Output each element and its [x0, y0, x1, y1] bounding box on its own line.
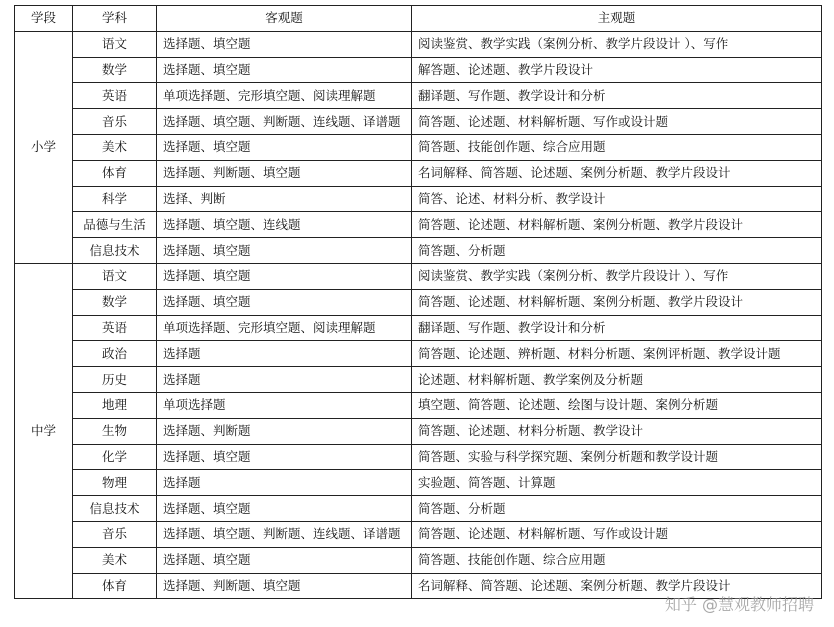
objective-cell: 选择题、填空题 — [157, 496, 412, 522]
objective-cell: 选择题、填空题、判断题、连线题、译谱题 — [157, 109, 412, 135]
table-row — [15, 109, 822, 135]
table-row — [15, 186, 822, 212]
table-row — [15, 392, 822, 418]
subjective-cell: 简答题、技能创作题、综合应用题 — [412, 134, 822, 160]
subject-cell: 英语 — [73, 83, 157, 109]
subject-cell: 体育 — [73, 160, 157, 186]
subjective-cell: 简答题、分析题 — [412, 238, 822, 264]
table-row — [15, 289, 822, 315]
subject-cell: 物理 — [73, 470, 157, 496]
subjective-cell: 简答、论述、材料分析、教学设计 — [412, 186, 822, 212]
subjective-cell: 简答题、分析题 — [412, 496, 822, 522]
table-row — [15, 496, 822, 522]
subjective-cell: 名词解释、简答题、论述题、案例分析题、教学片段设计 — [412, 573, 822, 599]
subject-cell: 数学 — [73, 289, 157, 315]
objective-cell: 选择题、填空题 — [157, 57, 412, 83]
subject-cell: 生物 — [73, 418, 157, 444]
subjective-cell: 简答题、实验与科学探究题、案例分析题和教学设计题 — [412, 444, 822, 470]
table-row — [15, 238, 822, 264]
subjective-cell: 简答题、论述题、材料解析题、写作或设计题 — [412, 521, 822, 547]
table-row — [15, 521, 822, 547]
subjective-cell: 简答题、论述题、材料解析题、案例分析题、教学片段设计 — [412, 289, 822, 315]
subjective-cell: 论述题、材料解析题、教学案例及分析题 — [412, 367, 822, 393]
subjective-cell: 翻译题、写作题、教学设计和分析 — [412, 315, 822, 341]
subject-cell: 英语 — [73, 315, 157, 341]
header-objective: 客观题 — [157, 6, 412, 32]
table-row — [15, 160, 822, 186]
subjective-cell: 简答题、论述题、辨析题、材料分析题、案例评析题、教学设计题 — [412, 341, 822, 367]
table-row — [15, 547, 822, 573]
table-body — [15, 31, 822, 599]
objective-cell: 选择题、判断题、填空题 — [157, 573, 412, 599]
objective-cell: 选择题 — [157, 470, 412, 496]
subjective-cell: 阅读鉴赏、教学实践（案例分析、教学片段设计 ）、写作 — [412, 31, 822, 57]
objective-cell: 选择题、填空题 — [157, 134, 412, 160]
subjective-cell: 名词解释、简答题、论述题、案例分析题、教学片段设计 — [412, 160, 822, 186]
objective-cell: 选择、判断 — [157, 186, 412, 212]
subject-cell: 美术 — [73, 547, 157, 573]
objective-cell: 选择题、填空题、连线题 — [157, 212, 412, 238]
objective-cell: 选择题、判断题、填空题 — [157, 160, 412, 186]
objective-cell: 选择题 — [157, 341, 412, 367]
table-row — [15, 57, 822, 83]
subject-cell: 音乐 — [73, 109, 157, 135]
table-row — [15, 212, 822, 238]
stage-cell: 小学 — [15, 31, 73, 263]
watermark: 知乎 @慧观教师招聘 — [664, 595, 814, 614]
exam-type-table — [14, 5, 822, 599]
subjective-cell: 实验题、简答题、计算题 — [412, 470, 822, 496]
objective-cell: 单项选择题、完形填空题、阅读理解题 — [157, 83, 412, 109]
subjective-cell: 简答题、技能创作题、综合应用题 — [412, 547, 822, 573]
subjective-cell: 简答题、论述题、材料解析题、案例分析题、教学片段设计 — [412, 212, 822, 238]
header-subject: 学科 — [73, 6, 157, 32]
table-row — [15, 31, 822, 57]
table-row — [15, 315, 822, 341]
subjective-cell: 填空题、简答题、论述题、绘图与设计题、案例分析题 — [412, 392, 822, 418]
subject-cell: 体育 — [73, 573, 157, 599]
table-row — [15, 263, 822, 289]
table-row — [15, 341, 822, 367]
subjective-cell: 阅读鉴赏、教学实践（案例分析、教学片段设计 ）、写作 — [412, 263, 822, 289]
subjective-cell: 简答题、论述题、材料解析题、写作或设计题 — [412, 109, 822, 135]
header-subjective: 主观题 — [412, 6, 822, 32]
stage-cell: 中学 — [15, 263, 73, 598]
subject-cell: 语文 — [73, 263, 157, 289]
table-row — [15, 367, 822, 393]
subject-cell: 信息技术 — [73, 238, 157, 264]
objective-cell: 选择题、判断题 — [157, 418, 412, 444]
objective-cell: 单项选择题 — [157, 392, 412, 418]
subject-cell: 数学 — [73, 57, 157, 83]
subject-cell: 美术 — [73, 134, 157, 160]
subjective-cell: 翻译题、写作题、教学设计和分析 — [412, 83, 822, 109]
objective-cell: 选择题 — [157, 367, 412, 393]
subject-cell: 品德与生活 — [73, 212, 157, 238]
objective-cell: 选择题、填空题、判断题、连线题、译谱题 — [157, 521, 412, 547]
objective-cell: 选择题、填空题 — [157, 263, 412, 289]
subject-cell: 语文 — [73, 31, 157, 57]
subject-cell: 信息技术 — [73, 496, 157, 522]
table-row — [15, 134, 822, 160]
objective-cell: 选择题、填空题 — [157, 31, 412, 57]
subject-cell: 地理 — [73, 392, 157, 418]
subject-cell: 政治 — [73, 341, 157, 367]
objective-cell: 选择题、填空题 — [157, 547, 412, 573]
subject-cell: 科学 — [73, 186, 157, 212]
table-row — [15, 444, 822, 470]
objective-cell: 选择题、填空题 — [157, 238, 412, 264]
objective-cell: 单项选择题、完形填空题、阅读理解题 — [157, 315, 412, 341]
subjective-cell: 解答题、论述题、教学片段设计 — [412, 57, 822, 83]
header-row — [15, 6, 822, 32]
subjective-cell: 简答题、论述题、材料分析题、教学设计 — [412, 418, 822, 444]
subject-cell: 历史 — [73, 367, 157, 393]
subject-cell: 化学 — [73, 444, 157, 470]
table-row — [15, 470, 822, 496]
table-row — [15, 418, 822, 444]
header-stage: 学段 — [15, 6, 73, 32]
objective-cell: 选择题、填空题 — [157, 289, 412, 315]
objective-cell: 选择题、填空题 — [157, 444, 412, 470]
subject-cell: 音乐 — [73, 521, 157, 547]
table-row — [15, 83, 822, 109]
